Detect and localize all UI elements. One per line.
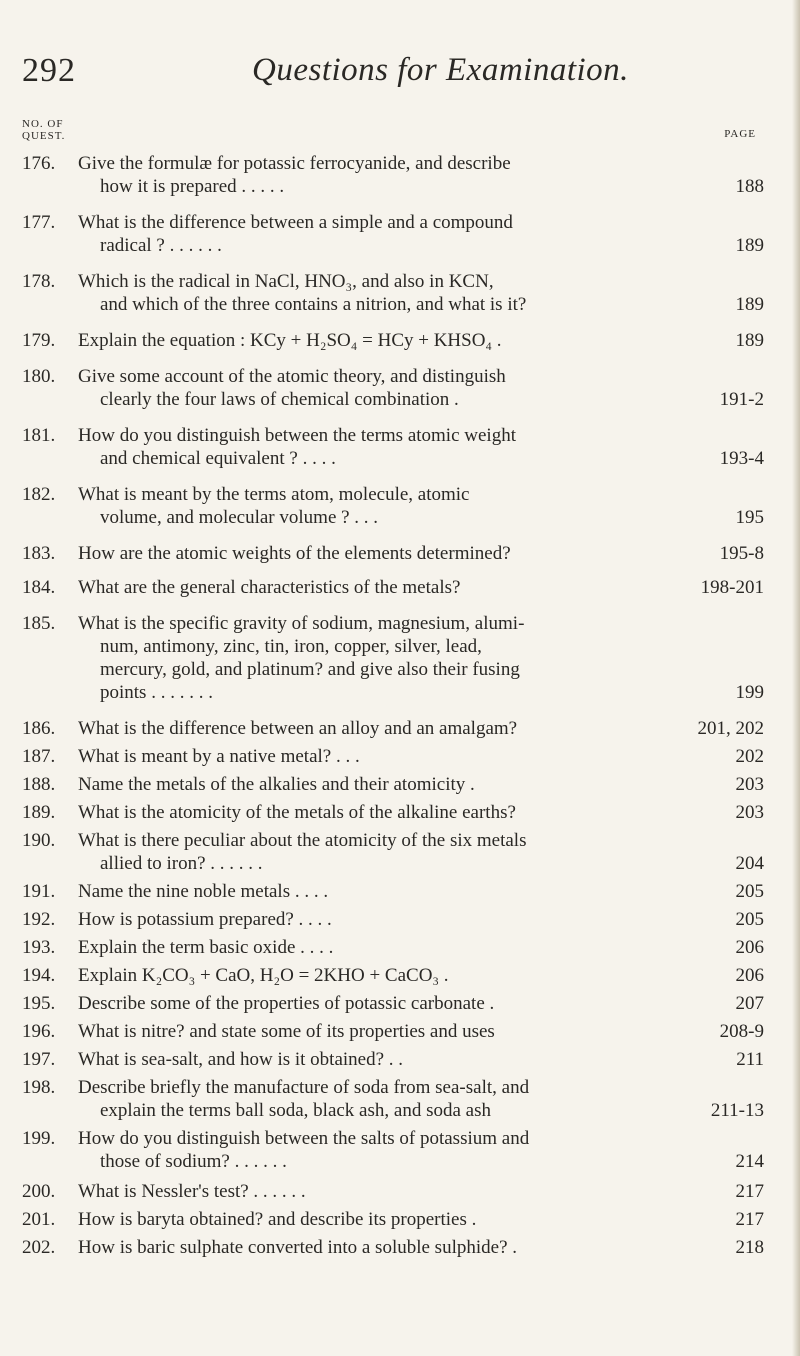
page-edge-shadow: [792, 0, 800, 1356]
question-number: 202.: [22, 1237, 56, 1258]
question-number: 176.: [22, 153, 56, 174]
question-number: 192.: [22, 909, 56, 930]
question-number: 182.: [22, 484, 56, 505]
question-page-ref: 199: [735, 682, 764, 703]
question-entry: [22, 329, 764, 352]
question-text-line: clearly the four laws of chemical combination .: [100, 389, 459, 410]
question-page-ref: 218: [735, 1237, 764, 1258]
question-text-line: Give the formulæ for potassic ferrocyanide, and describe: [78, 153, 511, 174]
question-page-ref: 188: [735, 176, 764, 197]
running-title: Questions for Examination.: [252, 52, 629, 88]
question-text-line: What is the difference between a simple and a compound: [78, 212, 513, 233]
question-entry: [22, 829, 764, 875]
question-text-line: How do you distinguish between the terms atomic weight: [78, 425, 516, 446]
question-text: [78, 1208, 682, 1231]
question-number: 196.: [22, 1021, 56, 1042]
question-list: [22, 146, 764, 1259]
question-text: [78, 964, 682, 987]
question-number: 181.: [22, 425, 56, 446]
question-text-line: num, antimony, zinc, tin, iron, copper, silver, lead,: [100, 636, 482, 657]
question-page-ref: 211: [736, 1049, 764, 1070]
question-text-line: Give some account of the atomic theory, and distinguish: [78, 366, 506, 387]
question-text-line: explain the terms ball soda, black ash, and soda ash: [100, 1100, 491, 1121]
question-text: [78, 717, 682, 740]
question-text: [78, 908, 682, 931]
question-text-line: volume, and molecular volume ? . . .: [100, 507, 379, 528]
question-number: 199.: [22, 1128, 56, 1149]
question-number: 184.: [22, 577, 56, 598]
page-heading: PAGE: [724, 128, 756, 140]
question-page-ref: 211-13: [710, 1100, 764, 1121]
question-text-line: How do you distinguish between the salts of potassium and: [78, 1128, 530, 1149]
question-text: [78, 829, 682, 875]
question-number: 188.: [22, 774, 56, 795]
question-text: [78, 576, 682, 599]
question-entry: [22, 908, 764, 931]
question-number: 193.: [22, 937, 56, 958]
question-page-ref: 189: [735, 235, 764, 256]
question-text-line: Explain the equation : KCy + H₂SO₄ = HCy + KHSO₄ .: [78, 330, 502, 351]
question-entry: [22, 992, 764, 1015]
question-number: 177.: [22, 212, 56, 233]
question-entry: [22, 801, 764, 824]
question-number: 185.: [22, 613, 56, 634]
question-page-ref: 203: [735, 774, 764, 795]
question-entry: [22, 880, 764, 903]
question-text: [78, 483, 682, 529]
question-entry: [22, 542, 764, 565]
question-text: [78, 1020, 682, 1043]
question-entry: [22, 1208, 764, 1231]
question-text-line: Explain K₂CO₃ + CaO, H₂O = 2KHO + CaCO₃ .: [78, 965, 449, 986]
question-text-line: How is baric sulphate converted into a soluble sulphide? .: [78, 1237, 518, 1258]
question-text-line: those of sodium? . . . . . .: [100, 1151, 287, 1172]
question-page-ref: 189: [735, 330, 764, 351]
question-text: [78, 542, 682, 565]
question-number: 190.: [22, 830, 56, 851]
question-text-line: What is there peculiar about the atomicity of the six metals: [78, 830, 527, 851]
question-entry: [22, 773, 764, 796]
question-page-ref: 207: [735, 993, 764, 1014]
question-text-line: How is baryta obtained? and describe its properties .: [78, 1209, 477, 1230]
question-text-line: How are the atomic weights of the elements determined?: [78, 543, 511, 564]
question-text-line: What is the specific gravity of sodium, magnesium, alumi-: [78, 613, 525, 634]
question-number: 186.: [22, 718, 56, 739]
question-number: 197.: [22, 1049, 56, 1070]
question-entry: [22, 424, 764, 470]
question-entry: [22, 483, 764, 529]
question-number: 178.: [22, 271, 56, 292]
question-entry: [22, 717, 764, 740]
question-number: 194.: [22, 965, 56, 986]
question-page-ref: 214: [735, 1151, 764, 1172]
question-text: [78, 1127, 682, 1173]
question-text-line: What is nitre? and state some of its properties and uses: [78, 1021, 495, 1042]
question-text-line: What is Nessler's test? . . . . . .: [78, 1181, 306, 1202]
question-number: 189.: [22, 802, 56, 823]
question-page-ref: 204: [735, 853, 764, 874]
question-page-ref: 203: [735, 802, 764, 823]
question-entry: [22, 1076, 764, 1122]
question-text: [78, 365, 682, 411]
question-page-ref: 217: [735, 1209, 764, 1230]
question-text: [78, 1236, 682, 1259]
question-text: [78, 992, 682, 1015]
question-text-line: and chemical equivalent ? . . . .: [100, 448, 336, 469]
question-text: [78, 270, 682, 316]
question-entry: [22, 1048, 764, 1071]
question-text-line: allied to iron? . . . . . .: [100, 853, 263, 874]
page-header: [22, 52, 762, 102]
question-number: 191.: [22, 881, 56, 902]
question-page-ref: 191-2: [719, 389, 764, 410]
question-number: 183.: [22, 543, 56, 564]
question-entry: [22, 936, 764, 959]
question-number: 195.: [22, 993, 56, 1014]
question-text-line: What is sea-salt, and how is it obtained? . .: [78, 1049, 404, 1070]
question-text-line: How is potassium prepared? . . . .: [78, 909, 332, 930]
question-number-heading: NO. OF QUEST.: [22, 118, 66, 142]
question-text-line: radical ? . . . . . .: [100, 235, 222, 256]
question-page-ref: 195-8: [719, 543, 764, 564]
question-text-line: Which is the radical in NaCl, HNO₃, and also in KCN,: [78, 271, 494, 292]
question-number: 187.: [22, 746, 56, 767]
question-page-ref: 202: [735, 746, 764, 767]
question-entry: [22, 745, 764, 768]
question-text: [78, 745, 682, 768]
question-page-ref: 193-4: [719, 448, 764, 469]
question-entry: [22, 1127, 764, 1173]
question-text: [78, 1180, 682, 1203]
question-text: [78, 211, 682, 257]
question-number: 201.: [22, 1209, 56, 1230]
question-entry: [22, 1236, 764, 1259]
question-entry: [22, 576, 764, 599]
question-page-ref: 217: [735, 1181, 764, 1202]
question-text-line: What is meant by a native metal? . . .: [78, 746, 360, 767]
question-entry: [22, 612, 764, 704]
question-text-line: Describe some of the properties of potassic carbonate .: [78, 993, 495, 1014]
question-page-ref: 205: [735, 909, 764, 930]
question-page-ref: 206: [735, 937, 764, 958]
question-text-line: Describe briefly the manufacture of soda from sea-salt, and: [78, 1077, 530, 1098]
question-number: 180.: [22, 366, 56, 387]
question-text-line: points . . . . . . .: [100, 682, 213, 703]
question-text: [78, 1076, 682, 1122]
question-text: [78, 1048, 682, 1071]
question-entry: [22, 1020, 764, 1043]
question-entry: [22, 270, 764, 316]
question-entry: [22, 964, 764, 987]
question-text-line: Name the metals of the alkalies and their atomicity .: [78, 774, 475, 795]
question-text-line: and which of the three contains a nitrion, and what is it?: [100, 294, 527, 315]
question-text: [78, 936, 682, 959]
question-page-ref: 201, 202: [697, 718, 764, 739]
question-text: [78, 329, 682, 352]
question-text-line: how it is prepared . . . . .: [100, 176, 285, 197]
page-number: 292: [22, 52, 76, 89]
question-page-ref: 205: [735, 881, 764, 902]
question-text-line: mercury, gold, and platinum? and give also their fusing: [100, 659, 520, 680]
question-number: 200.: [22, 1181, 56, 1202]
question-entry: [22, 211, 764, 257]
question-number: 179.: [22, 330, 56, 351]
question-page-ref: 195: [735, 507, 764, 528]
question-text-line: Explain the term basic oxide . . . .: [78, 937, 334, 958]
question-text-line: What are the general characteristics of the metals?: [78, 577, 461, 598]
question-text-line: Name the nine noble metals . . . .: [78, 881, 329, 902]
question-page-ref: 206: [735, 965, 764, 986]
question-text-line: What is meant by the terms atom, molecule, atomic: [78, 484, 470, 505]
question-text: [78, 880, 682, 903]
question-page-ref: 189: [735, 294, 764, 315]
question-text: [78, 773, 682, 796]
question-number: 198.: [22, 1077, 56, 1098]
question-entry: [22, 365, 764, 411]
question-text: [78, 424, 682, 470]
question-text-line: What is the difference between an alloy and an amalgam?: [78, 718, 518, 739]
question-text-line: What is the atomicity of the metals of the alkaline earths?: [78, 802, 516, 823]
question-entry: [22, 152, 764, 198]
question-entry: [22, 1180, 764, 1203]
question-text: [78, 612, 682, 704]
question-page-ref: 198-201: [700, 577, 764, 598]
question-text: [78, 801, 682, 824]
question-page-ref: 208-9: [719, 1021, 764, 1042]
question-text: [78, 152, 682, 198]
